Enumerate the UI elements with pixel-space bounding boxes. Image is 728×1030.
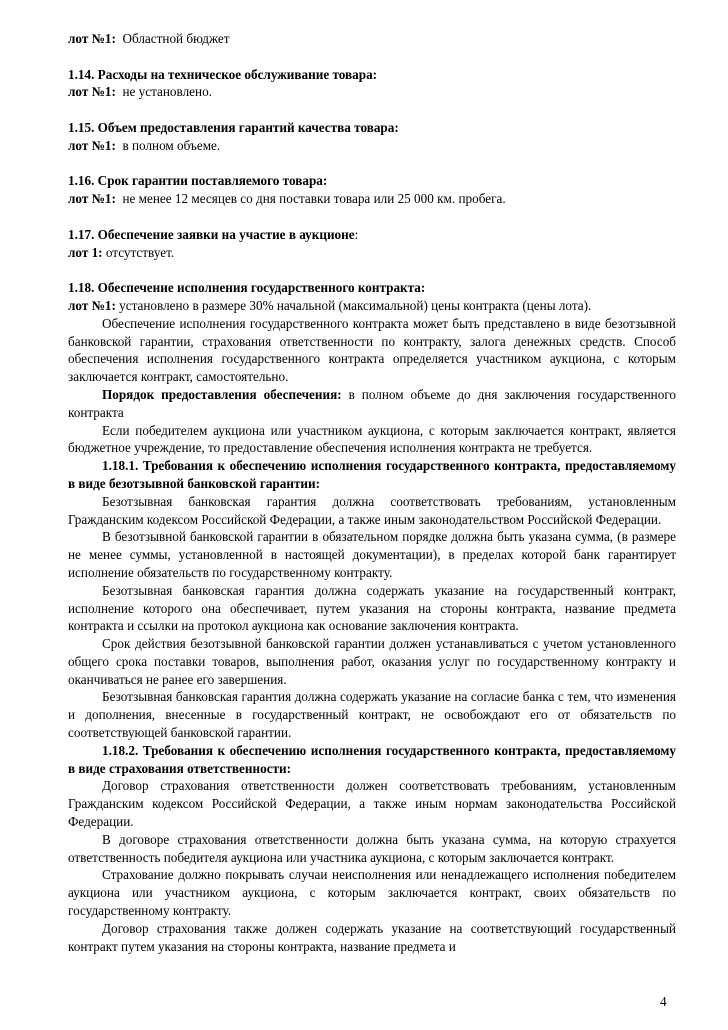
paragraph: В договоре страхования ответственности должна быть указана сумма, на которую страхуется ответственность победителя аукциона или участника аукциона, с которым заключается контракт.	[68, 831, 676, 865]
lot-line	[68, 30, 676, 48]
lot-value: не менее 12 месяцев со дня поставки товара или 25 000 км. пробега.	[122, 191, 506, 207]
lot-line	[68, 297, 676, 315]
section-heading: 1.16. Срок гарантии поставляемого товара:	[68, 173, 328, 189]
lot-label: лот №1:	[68, 84, 116, 100]
lot-value: Областной бюджет	[122, 31, 230, 46]
section-heading: 1.18. Обеспечение исполнения государственного контракта:	[68, 280, 426, 296]
subsection-heading: 1.18.1. Требования к обеспечению исполнения государственного контракта, предоставляемому в виде безотзывной банковской гарантии:	[68, 458, 676, 491]
lot-line	[68, 83, 676, 101]
document-page	[68, 30, 676, 955]
lot-value: в полном объеме.	[122, 137, 221, 153]
paragraph: Договор страхования также должен содержать указание на соответствующий государственный контракт путем указания на стороны контракта, название предмета и	[68, 920, 676, 954]
section-heading: 1.15. Объем предоставления гарантий качества товара:	[68, 119, 399, 135]
lot-line	[68, 190, 676, 208]
lot-value: установлено в размере 30% начальной (максимальной) цены контракта (цены лота).	[119, 297, 592, 313]
lot-value: не установлено.	[122, 84, 212, 100]
subsection-heading: 1.18.2. Требования к обеспечению исполнения государственного контракта, предоставляемому в виде страхования ответственности:	[68, 742, 676, 776]
paragraph: Срок действия безотзывной банковской гарантии должен устанавливаться с учетом установленного общего срока поставки товаров, выполнения работ, оказания услуг по государственному контракту и оканчиваться не ранее его завершения.	[68, 636, 676, 687]
lot-value: отсутствует.	[105, 244, 175, 260]
lot-line	[68, 244, 676, 262]
section-heading: 1.17. Обеспечение заявки на участие в аукционе:	[68, 226, 359, 242]
lot-label: лот №1:	[68, 31, 116, 46]
paragraph: Безотзывная банковская гарантия должна соответствовать требованиям, установленным Гражданским кодексом Российской Федерации, а также иным законодательством Российской Федерации.	[68, 493, 676, 527]
lot-label: лот №1:	[68, 191, 116, 207]
paragraph: В безотзывной банковской гарантии в обязательном порядке должна быть указана сумма, (в размере не менее суммы, установленной в настоящей документации), в пределах которой банк гарантирует исполнение обязательств по государственному контракту.	[68, 529, 676, 580]
paragraph: Договор страхования ответственности должен соответствовать требованиям, установленным Гражданским кодексом Российской Федерации, а также иным нормам законодательства Российской Федерации.	[68, 778, 676, 830]
paragraph: Если победителем аукциона или участником аукциона, с которым заключается контракт, является бюджетное учреждение, то предоставление обеспечения исполнения контракта не требуется.	[68, 422, 676, 456]
lot-label: лот №1:	[68, 297, 116, 313]
lot-line	[68, 137, 676, 155]
paragraph: Безотзывная банковская гарантия должна содержать указание на государственный контракт, исполнение которого она обеспечивает, путем указания на стороны контракта, название предмета контракта и ссылки на протокол аукциона как основание заключения контракта.	[68, 582, 676, 634]
section-heading: 1.14. Расходы на техническое обслуживание товара:	[68, 66, 378, 82]
paragraph: Порядок предоставления обеспечения: в полном объеме до дня заключения государственного контракта	[68, 386, 676, 420]
page-number: 4	[660, 994, 667, 1009]
paragraph: Безотзывная банковская гарантия должна содержать указание на согласие банка с тем, что изменения и дополнения, внесенные в государственный контракт, не освобождают его от обязательств по соответствующей банковской гарантии.	[68, 689, 676, 741]
paragraph: Страхование должно покрывать случаи неисполнения или ненадлежащего исполнения победителем аукциона или участником аукциона, с которым заключается контракт, своих обязательств по государственному контракту.	[68, 867, 676, 919]
lot-label: лот 1:	[68, 244, 103, 260]
paragraph: Обеспечение исполнения государственного контракта может быть представлено в виде безотзывной банковской гарантии, страхования ответственности по контракту, залога денежных средств. Способ обеспечения исполнения государственного контракта определяется участником аукциона, с которым заключается контракт, самостоятельно.	[68, 315, 676, 385]
lot-label: лот №1:	[68, 137, 116, 153]
